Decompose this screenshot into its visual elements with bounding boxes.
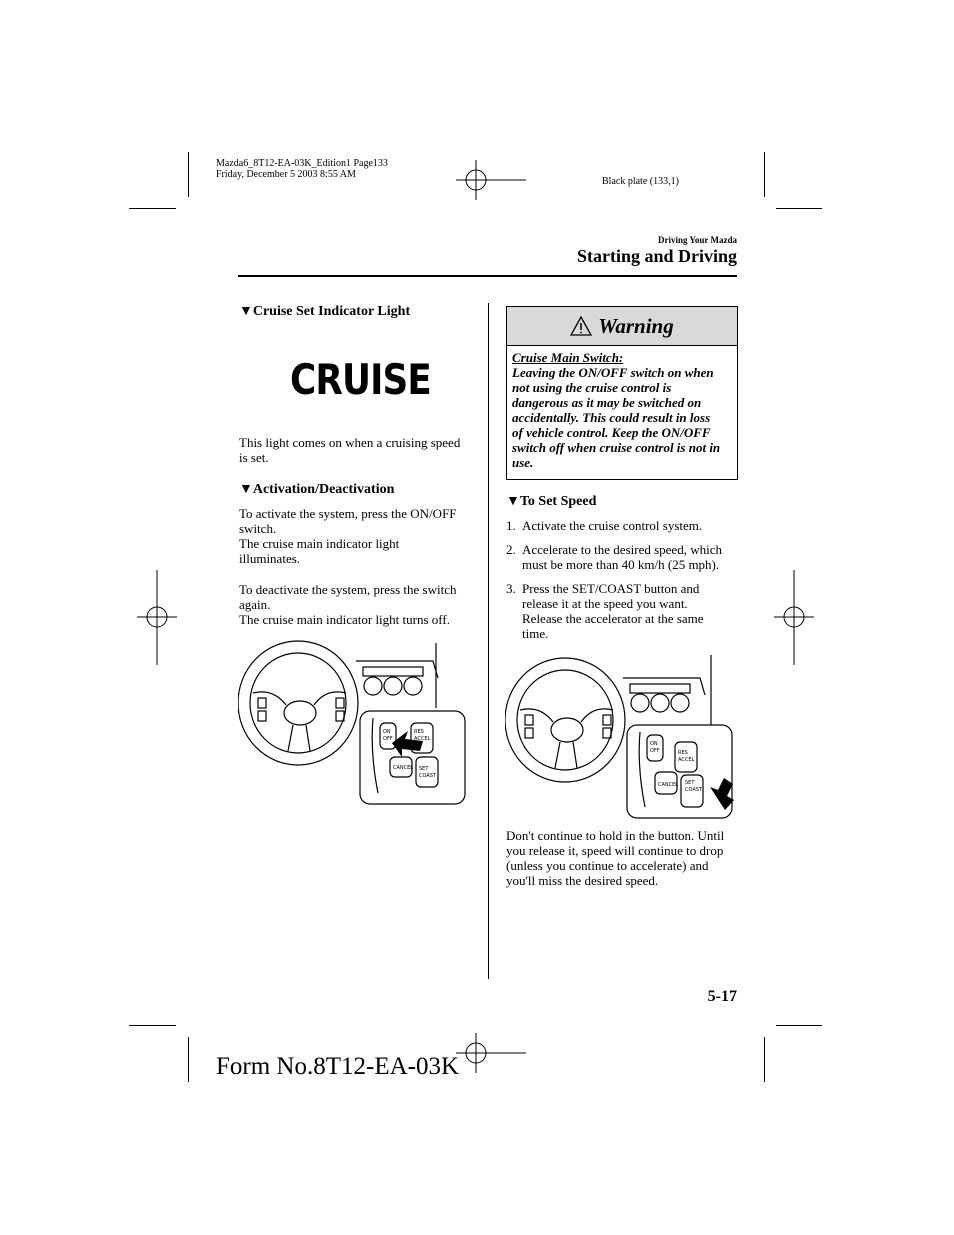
registration-mark (137, 570, 177, 665)
svg-text:OFF: OFF (650, 748, 660, 754)
page-number: 5-17 (707, 988, 737, 1005)
registration-mark (456, 1033, 526, 1073)
crop-mark (129, 208, 176, 209)
warning-subtitle: Cruise Main Switch: (512, 350, 624, 365)
indicator-text: This light comes on when a cruising speed is set. (239, 435, 461, 465)
warning-body: Cruise Main Switch: Leaving the ON/OFF switch on when not using the cruise control is dangerous as it may be switched on accidentally. This could result in loss of vehicle control. Keep the ON/OFF switch off when cruise control is not in use. (507, 346, 737, 473)
header-rule (238, 275, 737, 277)
print-meta-line2: Friday, December 5 2003 8:55 AM (216, 169, 356, 180)
on-off-label: ON (383, 729, 391, 735)
activation-heading: ▼Activation/Deactivation (239, 482, 395, 497)
registration-mark (774, 570, 814, 665)
triangle-icon: ▼ (239, 482, 253, 497)
activation-text: To activate the system, press the ON/OFF switch. The cruise main indicator light illuminates. (239, 506, 457, 566)
warning-title: Warning (598, 313, 674, 338)
svg-text:COAST: COAST (685, 787, 702, 793)
svg-text:ACCEL: ACCEL (678, 757, 695, 763)
crop-mark (129, 1025, 176, 1026)
crop-mark (188, 1037, 189, 1082)
note-text: Don't continue to hold in the button. Until you release it, speed will continue to drop (unless you continue to accelerate) and you'll miss the desired speed. (506, 828, 725, 888)
set-coast-label: SET (685, 780, 695, 786)
step-item: 2. Accelerate to the desired speed, which must be more than 40 km/h (25 mph). (506, 542, 722, 572)
warning-box (506, 306, 738, 480)
column-divider (488, 303, 489, 979)
triangle-icon: ▼ (506, 494, 520, 509)
print-meta-line1: Mazda6_8T12-EA-03K_Edition1 Page133 (216, 158, 388, 169)
warning-header (507, 307, 737, 346)
form-number: Form No.8T12-EA-03K (216, 1053, 460, 1080)
crop-mark (776, 1025, 822, 1026)
res-accel-label: RES (414, 729, 424, 735)
res-accel-label: RES (678, 750, 688, 756)
step-item: 1. Activate the cruise control system. (506, 518, 703, 533)
print-meta (216, 158, 388, 180)
deactivation-text: To deactivate the system, press the switch again. The cruise main indicator light turns off. (239, 582, 457, 627)
registration-mark (456, 160, 526, 200)
svg-text:COAST: COAST (419, 773, 436, 779)
section-small-title: Driving Your Mazda (657, 235, 737, 245)
triangle-icon: ▼ (239, 304, 253, 319)
on-off-label: ON (650, 741, 658, 747)
svg-text:ACCEL: ACCEL (414, 736, 431, 742)
cancel-label: CANCEL (658, 782, 679, 788)
step-item: 3. Press the SET/COAST button and release it at the speed you want. Release the accelerator at the same time. (506, 581, 704, 641)
warning-triangle-icon (570, 316, 592, 336)
section-title: Starting and Driving (576, 246, 737, 266)
indicator-heading: ▼Cruise Set Indicator Light (239, 304, 411, 319)
crop-mark (776, 208, 822, 209)
cruise-indicator-symbol: CRUISE (290, 355, 431, 404)
set-coast-label: SET (419, 766, 429, 772)
svg-text:OFF: OFF (383, 736, 393, 742)
set-speed-heading: ▼To Set Speed (506, 494, 597, 509)
steering-wheel-on-off-illustration (238, 633, 468, 808)
crop-mark (764, 1037, 765, 1082)
steering-wheel-set-coast-illustration (505, 650, 735, 822)
set-speed-steps (506, 518, 738, 650)
cancel-label: CANCEL (393, 765, 414, 771)
plate-label: Black plate (133,1) (602, 176, 679, 187)
crop-mark (188, 152, 189, 197)
crop-mark (764, 152, 765, 197)
